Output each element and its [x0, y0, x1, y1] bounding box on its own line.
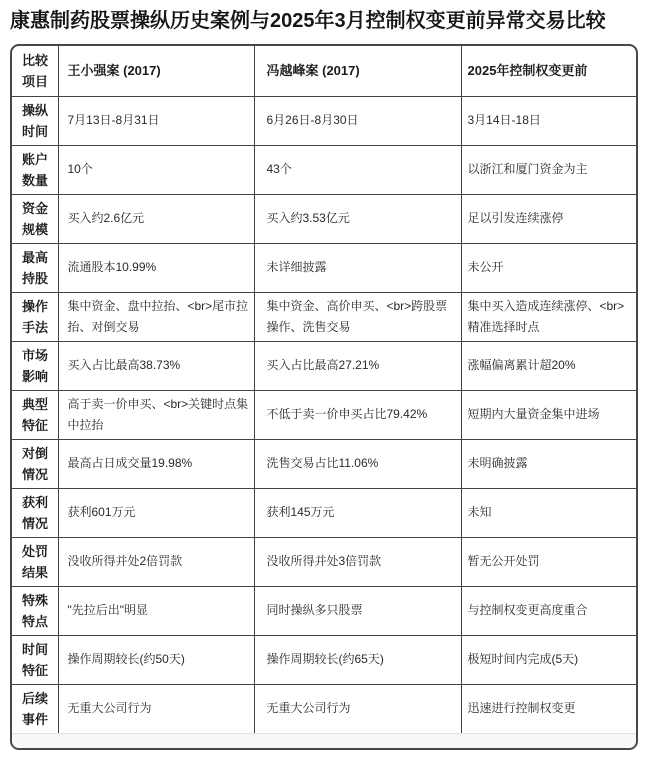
- table-cell: 迅速进行控制权变更: [461, 684, 636, 733]
- table-row: [12, 292, 636, 341]
- table-cell: 3月14日-18日: [461, 96, 636, 145]
- page-title: 康惠制药股票操纵历史案例与2025年3月控制权变更前异常交易比较: [10, 10, 606, 32]
- table-row: [12, 341, 636, 390]
- row-label: 最高持股: [12, 243, 58, 292]
- row-label: 特殊特点: [12, 586, 58, 635]
- table-footer-strip: [12, 733, 636, 748]
- table-row: [12, 439, 636, 488]
- row-label: 对倒情况: [12, 439, 58, 488]
- table-cell: 买入占比最高27.21%: [254, 341, 461, 390]
- table-cell: 未公开: [461, 243, 636, 292]
- table-cell: 买入约2.6亿元: [58, 194, 254, 243]
- table-cell: 高于卖一价申买、<br>关键时点集中拉抬: [58, 390, 254, 439]
- row-label: 资金规模: [12, 194, 58, 243]
- comparison-table-container: [10, 44, 638, 750]
- table-body: [12, 96, 636, 733]
- table-row: [12, 243, 636, 292]
- table-cell: 集中资金、盘中拉抬、<br>尾市拉抬、对倒交易: [58, 292, 254, 341]
- table-cell: "先拉后出"明显: [58, 586, 254, 635]
- table-cell: 10个: [58, 145, 254, 194]
- table-cell: 暂无公开处罚: [461, 537, 636, 586]
- header-cell-item: 比较项目: [12, 46, 58, 96]
- footer-strip-row: [12, 733, 636, 748]
- row-label: 典型特征: [12, 390, 58, 439]
- table-cell: 操作周期较长(约50天): [58, 635, 254, 684]
- table-row: [12, 635, 636, 684]
- table-cell: 与控制权变更高度重合: [461, 586, 636, 635]
- table-cell: 没收所得并处3倍罚款: [254, 537, 461, 586]
- table-cell: 7月13日-8月31日: [58, 96, 254, 145]
- row-label: 后续事件: [12, 684, 58, 733]
- table-cell: 买入约3.53亿元: [254, 194, 461, 243]
- header-cell-case3: 2025年控制权变更前: [461, 46, 636, 96]
- table-cell: 获利145万元: [254, 488, 461, 537]
- table-cell: 集中买入造成连续涨停、<br>精准选择时点: [461, 292, 636, 341]
- table-cell: 以浙江和厦门资金为主: [461, 145, 636, 194]
- row-label: 处罚结果: [12, 537, 58, 586]
- table-cell: 6月26日-8月30日: [254, 96, 461, 145]
- table-cell: 未详细披露: [254, 243, 461, 292]
- table-row: [12, 684, 636, 733]
- table-cell: 最高占日成交量19.98%: [58, 439, 254, 488]
- table-footer: [12, 733, 636, 748]
- table-cell: 足以引发连续涨停: [461, 194, 636, 243]
- table-header: [12, 46, 636, 96]
- table-cell: 无重大公司行为: [254, 684, 461, 733]
- row-label: 获利情况: [12, 488, 58, 537]
- table-cell: 获利601万元: [58, 488, 254, 537]
- row-label: 时间特征: [12, 635, 58, 684]
- row-label: 账户数量: [12, 145, 58, 194]
- header-row: [12, 46, 636, 96]
- table-cell: 不低于卖一价申买占比79.42%: [254, 390, 461, 439]
- table-row: [12, 488, 636, 537]
- table-cell: 操作周期较长(约65天): [254, 635, 461, 684]
- header-cell-case1: 王小强案 (2017): [58, 46, 254, 96]
- table-row: [12, 96, 636, 145]
- table-row: [12, 145, 636, 194]
- table-row: [12, 194, 636, 243]
- table-row: [12, 390, 636, 439]
- table-cell: 43个: [254, 145, 461, 194]
- table-cell: 集中资金、高价申买、<br>跨股票操作、洗售交易: [254, 292, 461, 341]
- row-label: 操作手法: [12, 292, 58, 341]
- table-cell: 短期内大量资金集中进场: [461, 390, 636, 439]
- table-cell: 涨幅偏离累计超20%: [461, 341, 636, 390]
- comparison-table: [12, 46, 636, 748]
- table-cell: 买入占比最高38.73%: [58, 341, 254, 390]
- table-cell: 未明确披露: [461, 439, 636, 488]
- table-cell: 流通股本10.99%: [58, 243, 254, 292]
- table-cell: 极短时间内完成(5天): [461, 635, 636, 684]
- table-cell: 同时操纵多只股票: [254, 586, 461, 635]
- table-row: [12, 537, 636, 586]
- table-cell: 未知: [461, 488, 636, 537]
- table-cell: 没收所得并处2倍罚款: [58, 537, 254, 586]
- table-cell: 洗售交易占比11.06%: [254, 439, 461, 488]
- table-row: [12, 586, 636, 635]
- row-label: 操纵时间: [12, 96, 58, 145]
- table-cell: 无重大公司行为: [58, 684, 254, 733]
- header-cell-case2: 冯越峰案 (2017): [254, 46, 461, 96]
- row-label: 市场影响: [12, 341, 58, 390]
